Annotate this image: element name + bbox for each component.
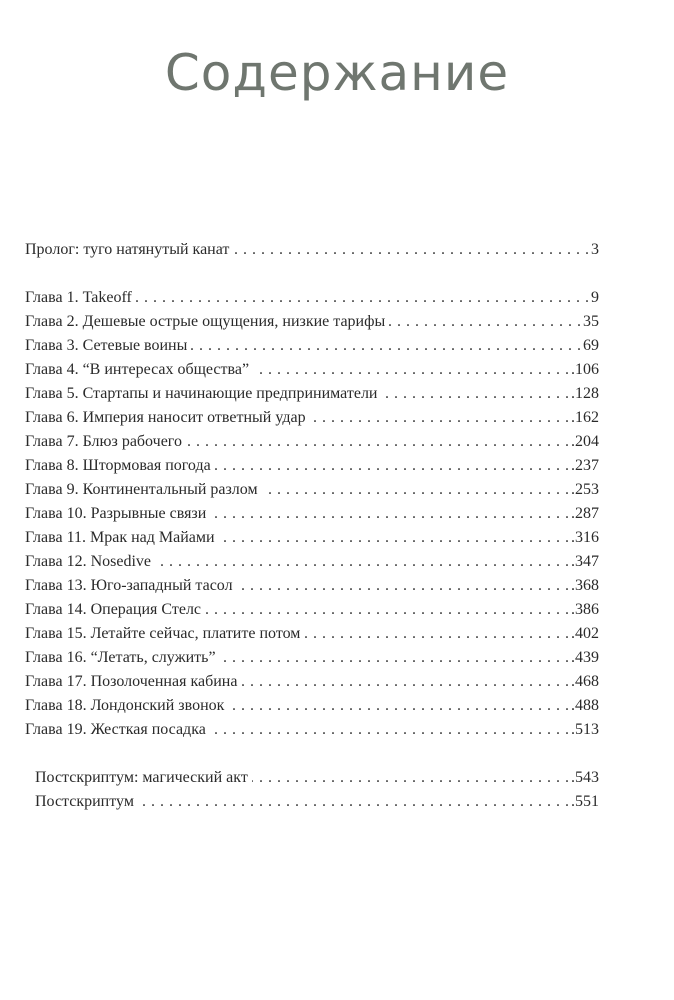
toc-page-number: 9 bbox=[591, 289, 599, 306]
leader-dots bbox=[191, 334, 581, 358]
leader-dots bbox=[262, 478, 569, 502]
leader-dots bbox=[138, 790, 569, 814]
toc-entry-chapter-4[interactable] bbox=[25, 358, 599, 382]
toc-entry-chapter-5[interactable] bbox=[25, 382, 599, 406]
leader-dots bbox=[136, 286, 589, 310]
toc-page-number: .204 bbox=[571, 433, 599, 450]
toc-entry-label: Глава 6. Империя наносит ответный удар bbox=[25, 409, 306, 426]
toc-page-number: .347 bbox=[571, 553, 599, 570]
toc-entry-chapter-16[interactable] bbox=[25, 646, 599, 670]
toc-entry-label: Глава 18. Лондонский звонок bbox=[25, 697, 225, 714]
leader-dots bbox=[219, 526, 569, 550]
toc-entry-label: Глава 9. Континентальный разлом bbox=[25, 481, 258, 498]
toc-entry-label: Постскриптум bbox=[35, 793, 134, 810]
toc-page-number: .543 bbox=[571, 769, 599, 786]
toc-entry-label: Глава 15. Летайте сейчас, платите потом bbox=[25, 625, 301, 642]
toc-entry-chapter-15[interactable] bbox=[25, 622, 599, 646]
toc-page-number: .386 bbox=[571, 601, 599, 618]
leader-dots bbox=[205, 598, 569, 622]
leader-dots bbox=[241, 670, 569, 694]
toc-entry-chapter-10[interactable] bbox=[25, 502, 599, 526]
toc-entry-label: Глава 8. Штормовая погода bbox=[25, 457, 211, 474]
toc-page-number: .287 bbox=[571, 505, 599, 522]
leader-dots bbox=[310, 406, 569, 430]
toc-entry-label: Пролог: туго натянутый канат bbox=[25, 241, 230, 258]
toc-entry-label: Глава 14. Операция Стелс bbox=[25, 601, 202, 618]
toc-page-number: .253 bbox=[571, 481, 599, 498]
leader-dots bbox=[186, 430, 569, 454]
toc-entry-chapter-3[interactable] bbox=[25, 334, 599, 358]
toc-entry-label: Глава 7. Блюз рабочего bbox=[25, 433, 182, 450]
toc-entry-chapter-11[interactable] bbox=[25, 526, 599, 550]
leader-dots bbox=[382, 382, 570, 406]
toc-entry-label: Глава 1. Takeoff bbox=[25, 289, 132, 306]
leader-dots bbox=[233, 238, 589, 262]
toc-entry-postscript-2[interactable] bbox=[25, 790, 599, 814]
table-of-contents bbox=[25, 238, 599, 814]
page-title: Содержание bbox=[164, 44, 510, 102]
toc-page-number: .468 bbox=[571, 673, 599, 690]
toc-entry-label: Глава 11. Мрак над Майами bbox=[25, 529, 215, 546]
toc-entry-label: Глава 13. Юго-западный тасол bbox=[25, 577, 233, 594]
toc-entry-label: Глава 4. “В интересах общества” bbox=[25, 361, 250, 378]
leader-dots bbox=[389, 310, 581, 334]
toc-page-number: .106 bbox=[571, 361, 599, 378]
leader-dots bbox=[215, 454, 569, 478]
leader-dots bbox=[228, 694, 569, 718]
toc-entry-label: Глава 19. Жесткая посадка bbox=[25, 721, 206, 738]
toc-page-number: .551 bbox=[571, 793, 599, 810]
toc-entry-chapter-8[interactable] bbox=[25, 454, 599, 478]
toc-entry-label: Глава 2. Дешевые острые ощущения, низкие тарифы bbox=[25, 313, 386, 330]
toc-entry-chapter-2[interactable] bbox=[25, 310, 599, 334]
toc-entry-prologue[interactable] bbox=[25, 238, 599, 262]
toc-page-number: .439 bbox=[571, 649, 599, 666]
toc-entry-label: Глава 16. “Летать, служить” bbox=[25, 649, 216, 666]
leader-dots bbox=[253, 358, 569, 382]
leader-dots bbox=[237, 574, 569, 598]
toc-page-number: .513 bbox=[571, 721, 599, 738]
leader-dots bbox=[220, 646, 569, 670]
toc-entry-chapter-19[interactable] bbox=[25, 718, 599, 742]
toc-entry-chapter-7[interactable] bbox=[25, 430, 599, 454]
leader-dots bbox=[304, 622, 569, 646]
toc-page-number: .368 bbox=[571, 577, 599, 594]
toc-entry-chapter-12[interactable] bbox=[25, 550, 599, 574]
toc-entry-label: Глава 5. Стартапы и начинающие предприниматели bbox=[25, 385, 378, 402]
toc-entry-label: Постскриптум: магический акт bbox=[35, 769, 248, 786]
leader-dots bbox=[210, 502, 569, 526]
toc-page-number: .316 bbox=[571, 529, 599, 546]
leader-dots bbox=[210, 718, 569, 742]
toc-entry-label: Глава 17. Позолоченная кабина bbox=[25, 673, 238, 690]
toc-entry-chapter-18[interactable] bbox=[25, 694, 599, 718]
leader-dots bbox=[155, 550, 569, 574]
toc-page-number: .237 bbox=[571, 457, 599, 474]
toc-entry-chapter-13[interactable] bbox=[25, 574, 599, 598]
toc-entry-chapter-17[interactable] bbox=[25, 670, 599, 694]
toc-page-number: .402 bbox=[571, 625, 599, 642]
toc-entry-postscript-1[interactable] bbox=[25, 766, 599, 790]
toc-page-number: .128 bbox=[571, 385, 599, 402]
toc-entry-label: Глава 10. Разрывные связи bbox=[25, 505, 207, 522]
leader-dots bbox=[252, 766, 569, 790]
toc-entry-chapter-14[interactable] bbox=[25, 598, 599, 622]
toc-page-number: 3 bbox=[591, 241, 599, 258]
toc-page-number: .162 bbox=[571, 409, 599, 426]
toc-entry-chapter-1[interactable] bbox=[25, 286, 599, 310]
toc-entry-chapter-9[interactable] bbox=[25, 478, 599, 502]
toc-page-number: 35 bbox=[583, 313, 599, 330]
toc-page-number: .488 bbox=[571, 697, 599, 714]
toc-entry-chapter-6[interactable] bbox=[25, 406, 599, 430]
toc-page-number: 69 bbox=[583, 337, 599, 354]
toc-entry-label: Глава 12. Nosedive bbox=[25, 553, 152, 570]
toc-entry-label: Глава 3. Сетевые воины bbox=[25, 337, 188, 354]
